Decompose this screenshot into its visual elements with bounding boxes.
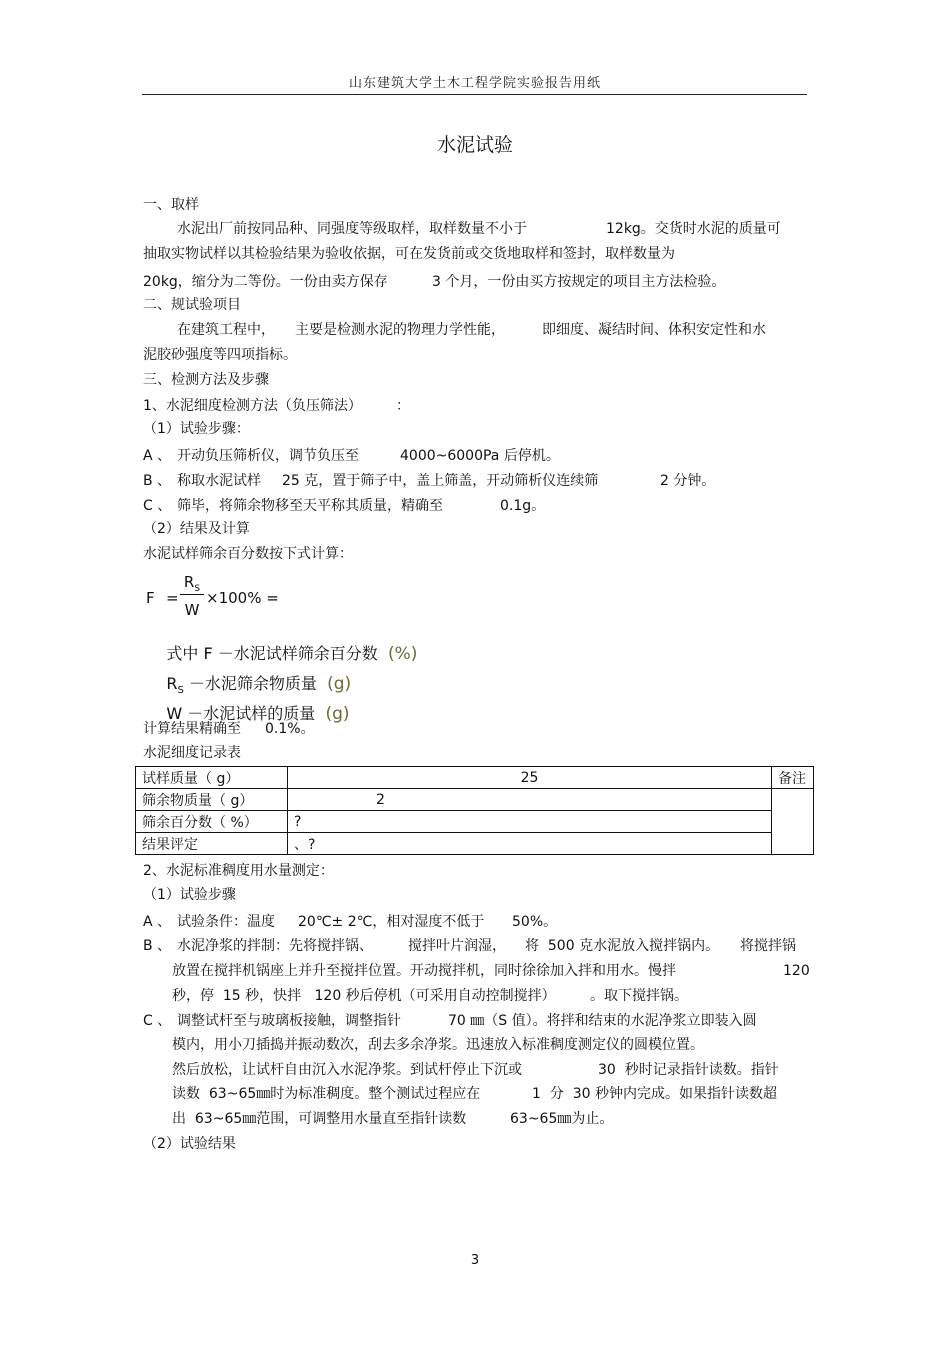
step-label: A 、	[143, 448, 172, 464]
table-cell: 结果评定	[136, 833, 288, 855]
calc-label: （2）结果及计算	[143, 521, 250, 537]
step-text: 出 63~65㎜范围，可调整用水量直至指针读数	[172, 1111, 467, 1127]
step-text: 0.1g。	[500, 498, 546, 514]
step-label: C 、	[143, 498, 172, 514]
section-2-text: 主要是检测水泥的物理力学性能，	[295, 322, 505, 338]
step-text: 2 分钟。	[660, 473, 716, 489]
formula-denominator: W	[184, 601, 200, 619]
definition-f: 式中 F －水泥试样筛余百分数 (%)	[166, 644, 418, 664]
table-cell: 试样质量（ g）	[136, 767, 288, 789]
step-text: 筛毕，将筛余物移至天平称其质量，精确至	[177, 498, 443, 514]
step-text: 。取下搅拌锅。	[590, 988, 688, 1004]
section-2-text: 即细度、凝结时间、体积安定性和水	[542, 322, 766, 338]
table-caption: 水泥细度记录表	[143, 745, 241, 761]
step-text: 调整试杆至与玻璃板接触，调整指针	[177, 1013, 401, 1029]
section-2-text: 泥胶砂强度等四项指标。	[143, 347, 297, 363]
subsection-heading: 1、水泥细度检测方法（负压筛法）	[143, 398, 362, 414]
doc-title: 水泥试验	[436, 134, 513, 156]
definition-rs: $R_S$ －水泥筛余物质量 (g)	[166, 674, 352, 697]
table-cell: 筛余百分数（ %）	[136, 811, 288, 833]
definition-w: W －水泥试样的质量 (g)	[166, 704, 350, 724]
table-row	[136, 767, 814, 789]
step-text: 20℃± 2℃，相对湿度不低于	[298, 914, 485, 930]
step-text: 将 500 克水泥放入搅拌锅内。	[525, 938, 720, 954]
step-text: 放置在搅拌机锅座上并升至搅拌位置。开动搅拌机，同时徐徐加入拌和用水。慢拌	[172, 963, 676, 979]
table-cell: ?	[288, 811, 772, 833]
section-1-text: 20kg，缩分为二等份。一份由卖方保存	[143, 274, 388, 290]
step-label: B 、	[143, 473, 172, 489]
step-text: 称取水泥试样	[177, 473, 261, 489]
fraction-bar	[180, 594, 204, 595]
step-text: 试验条件：温度	[177, 914, 275, 930]
table-row	[136, 811, 814, 833]
fineness-record-table	[135, 766, 814, 855]
table-cell: 、?	[288, 833, 772, 855]
step-text: 将搅拌锅	[740, 938, 796, 954]
page-number: 3	[470, 1253, 480, 1268]
formula-equals: =	[166, 589, 179, 607]
sieve-formula	[146, 572, 346, 624]
formula-lhs: F	[146, 589, 155, 607]
table-cell: 备注	[772, 767, 814, 789]
header-rule	[142, 94, 807, 95]
table-cell: 筛余物质量（ g）	[136, 789, 288, 811]
subsection-heading: ：	[396, 398, 410, 414]
section-1-text: 12kg。交货时水泥的质量可	[606, 221, 781, 237]
step-label: C 、	[143, 1013, 172, 1029]
table-row	[136, 833, 814, 855]
section-1-heading: 一、取样	[143, 197, 199, 213]
step-text: 63~65㎜为止。	[510, 1111, 614, 1127]
step-text: 4000~6000Pa 后停机。	[400, 448, 560, 464]
step-text: 开动负压筛析仪，调节负压至	[177, 448, 359, 464]
section-1-text: 3 个月，一份由买方按规定的项目主方法检验。	[432, 274, 726, 290]
subsection-heading: 2、水泥标准稠度用水量测定：	[143, 863, 334, 879]
step-text: 然后放松，让试杆自由沉入水泥净浆。到试杆停止下沉或	[172, 1062, 522, 1078]
step-label: B 、	[143, 938, 172, 954]
steps-label: （1）试验步骤：	[143, 421, 250, 437]
step-text: 读数 63~65㎜时为标准稠度。整个测试过程应在	[172, 1086, 481, 1102]
section-1-text: 抽取实物试样以其检验结果为验收依据，可在发货前或交货地取样和签封，取样数量为	[143, 246, 675, 262]
step-text: 水泥净浆的拌制：先将搅拌锅、	[177, 938, 373, 954]
section-2-text: 在建筑工程中，	[177, 322, 275, 338]
step-text: 50%。	[512, 914, 558, 930]
notes-cell	[772, 789, 814, 855]
step-label: A 、	[143, 914, 172, 930]
step-text: 模内，用小刀插捣并振动数次，刮去多余净浆。迅速放入标准稠度测定仪的圆模位置。	[172, 1037, 704, 1053]
precision-note: 0.1%。	[265, 721, 315, 737]
step-text: 搅拌叶片润湿，	[408, 938, 506, 954]
step-text: 1 分 30 秒钟内完成。如果指针读数超	[532, 1086, 777, 1102]
page-header: 山东建筑大学土木工程学院实验报告用纸	[348, 76, 601, 91]
section-1-text: 水泥出厂前按同品种、同强度等级取样，取样数量不小于	[177, 221, 527, 237]
step-text: 30 秒时记录指针读数。指针	[598, 1062, 779, 1078]
step-text: 120	[783, 963, 810, 979]
formula-numerator: $R_S$	[183, 573, 201, 594]
calc-intro: 水泥试样筛余百分数按下式计算：	[143, 546, 353, 562]
section-3-heading: 三、检测方法及步骤	[143, 372, 269, 388]
step-text: 70 ㎜（S 值）。将拌和结束的水泥净浆立即装入圆	[448, 1013, 757, 1029]
section-2-heading: 二、规试验项目	[143, 297, 241, 313]
table-row	[136, 789, 814, 811]
result-label: （2）试验结果	[143, 1136, 236, 1152]
table-cell: 25	[288, 767, 772, 789]
table-cell: 2	[288, 789, 772, 811]
precision-note: 计算结果精确至	[143, 721, 241, 737]
steps-label: （1）试验步骤	[143, 887, 236, 903]
step-text: 秒，停 15 秒，快拌 120 秒后停机（可采用自动控制搅拌）	[172, 988, 556, 1004]
formula-rest: ×100% =	[206, 589, 279, 607]
step-text: 25 克，置于筛子中，盖上筛盖，开动筛析仪连续筛	[282, 473, 599, 489]
